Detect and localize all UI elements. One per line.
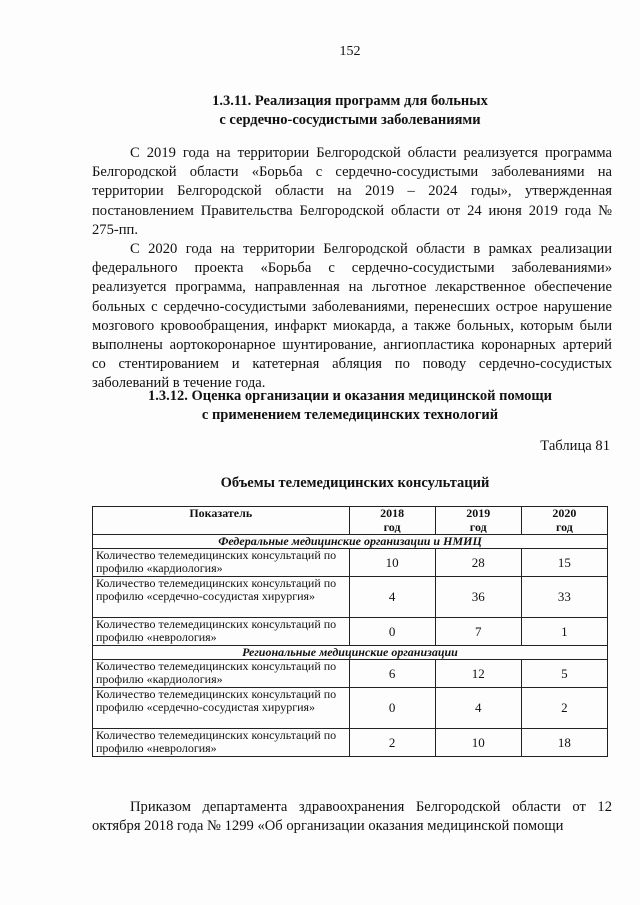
value-2020: 18 bbox=[521, 729, 607, 757]
value-2020: 1 bbox=[521, 618, 607, 646]
value-2020: 15 bbox=[521, 549, 607, 577]
year-word: год bbox=[383, 519, 401, 534]
page-number: 152 bbox=[339, 44, 361, 59]
row-label: Количество телемедицинских консультаций по профилю «кардиология» bbox=[93, 549, 350, 577]
value-2020: 5 bbox=[521, 660, 607, 688]
year-value: 2018 bbox=[380, 506, 405, 520]
section-heading-1-3-11 bbox=[60, 92, 640, 130]
paragraph: Приказом департамента здравоохранения Белгородской области от 12 октября 2018 года № 1299 «Об организации оказания медицинской помощи bbox=[92, 799, 612, 835]
body-text-section-1 bbox=[92, 144, 612, 394]
row-label: Количество телемедицинских консультаций по профилю «кардиология» bbox=[93, 660, 350, 688]
value-2018: 0 bbox=[349, 688, 435, 729]
year-value: 2020 bbox=[552, 506, 577, 520]
value-2018: 10 bbox=[349, 549, 435, 577]
table-row bbox=[93, 618, 608, 646]
heading-line: с сердечно-сосудистыми заболеваниями bbox=[219, 112, 481, 128]
year-word: год bbox=[555, 519, 573, 534]
table-row bbox=[93, 729, 608, 757]
body-text-footer bbox=[92, 798, 612, 836]
table-header-row bbox=[93, 507, 608, 535]
table-title: Объемы телемедицинских консультаций bbox=[220, 475, 490, 491]
heading-line: с применением телемедицинских технологий bbox=[201, 407, 499, 423]
value-2018: 6 bbox=[349, 660, 435, 688]
telemedicine-table bbox=[92, 506, 608, 757]
table-row bbox=[93, 549, 608, 577]
row-label: Количество телемедицинских консультаций по профилю «сердечно-сосудистая хирургия» bbox=[93, 577, 350, 618]
group-title: Федеральные медицинские организации и НМИЦ bbox=[93, 535, 608, 549]
header-year-2019 bbox=[435, 507, 521, 535]
table-row bbox=[93, 660, 608, 688]
group-row bbox=[93, 535, 608, 549]
paragraph: С 2020 года на территории Белгородской области в рамках реализации федерального проекта «Борьба с сердечно-сосудистыми заболеваниями» реализуется программа, направленная на льготное лекарственное обеспечение больных с сердечно-сосудистыми заболеваниями, перенесших острое нарушение мозгового кровообращения, инфаркт миокарда, а также больных, которым были выполнены аортокоронарное шунтирование, ангиопластика коронарных артерий со стентированием и катетерная абляция по поводу сердечно-сосудистых заболеваний в течение года. bbox=[92, 241, 612, 392]
section-heading-1-3-12 bbox=[60, 387, 640, 425]
value-2018: 0 bbox=[349, 618, 435, 646]
table-number: Таблица 81 bbox=[540, 438, 610, 454]
value-2020: 2 bbox=[521, 688, 607, 729]
value-2019: 12 bbox=[435, 660, 521, 688]
row-label: Количество телемедицинских консультаций по профилю «сердечно-сосудистая хирургия» bbox=[93, 688, 350, 729]
value-2019: 7 bbox=[435, 618, 521, 646]
group-title: Региональные медицинские организации bbox=[93, 646, 608, 660]
value-2018: 2 bbox=[349, 729, 435, 757]
value-2020: 33 bbox=[521, 577, 607, 618]
value-2019: 36 bbox=[435, 577, 521, 618]
year-value: 2019 bbox=[466, 506, 491, 520]
group-row bbox=[93, 646, 608, 660]
header-year-2018 bbox=[349, 507, 435, 535]
year-word: год bbox=[469, 519, 487, 534]
table-row bbox=[93, 577, 608, 618]
row-label: Количество телемедицинских консультаций по профилю «неврология» bbox=[93, 618, 350, 646]
paragraph: С 2019 года на территории Белгородской области реализуется программа Белгородской области «Борьба с сердечно-сосудистыми заболеваниями на территории Белгородской области на 2019 – 2024 годы», утвержденная постановлением Правительства Белгородской области от 24 июня 2019 года № 275-пп. bbox=[92, 145, 612, 238]
heading-line: 1.3.11. Реализация программ для больных bbox=[212, 93, 488, 109]
header-year-2020 bbox=[521, 507, 607, 535]
value-2019: 4 bbox=[435, 688, 521, 729]
value-2019: 10 bbox=[435, 729, 521, 757]
table-row bbox=[93, 688, 608, 729]
value-2018: 4 bbox=[349, 577, 435, 618]
heading-line: 1.3.12. Оценка организации и оказания медицинской помощи bbox=[148, 388, 552, 404]
row-label: Количество телемедицинских консультаций по профилю «неврология» bbox=[93, 729, 350, 757]
value-2019: 28 bbox=[435, 549, 521, 577]
header-indicator: Показатель bbox=[93, 507, 350, 535]
